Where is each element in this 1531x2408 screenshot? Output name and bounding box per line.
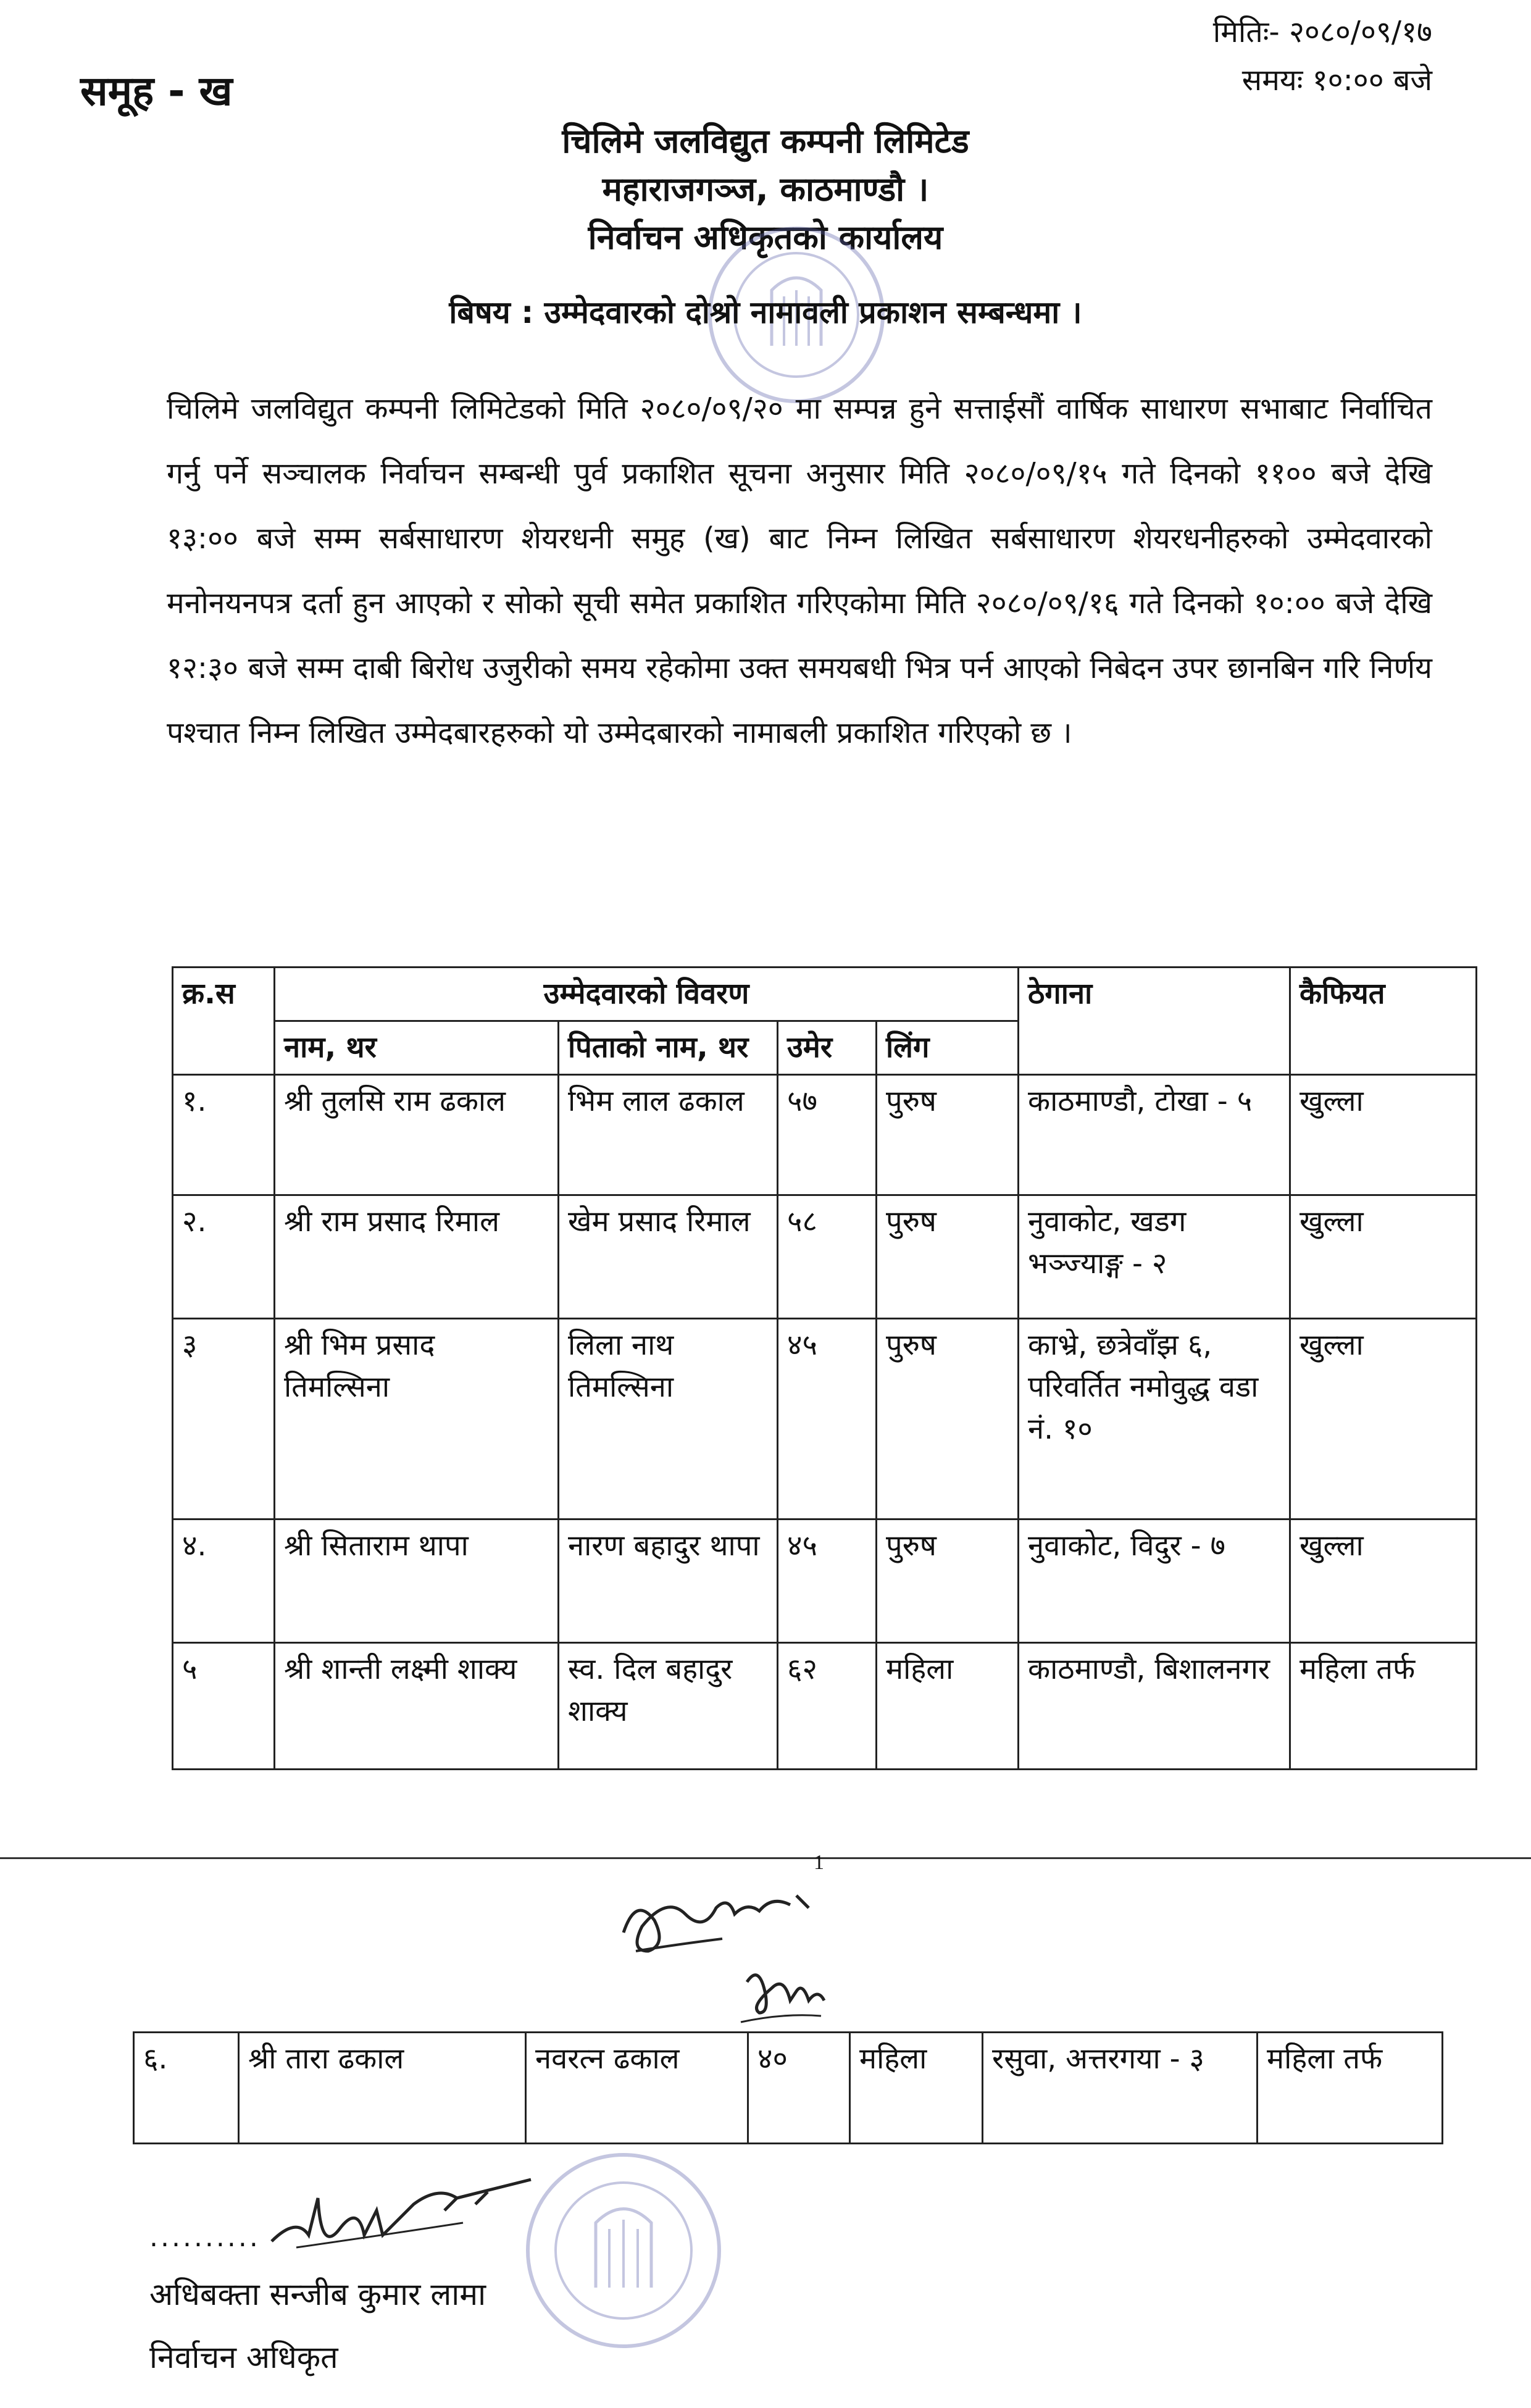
cell-age: ५८ — [778, 1195, 877, 1319]
company-seal-icon — [522, 2149, 725, 2352]
time-line: समयः १०:०० बजे — [1241, 63, 1432, 98]
table-row — [173, 1520, 1477, 1643]
cell-father: भिम लाल ढकाल — [559, 1075, 778, 1195]
table-row — [173, 1195, 1477, 1319]
cell-gender: पुरुष — [877, 1195, 1019, 1319]
group-label: समूह - ख — [80, 67, 233, 115]
cell-remarks: महिला तर्फ — [1290, 1643, 1477, 1770]
date-line: मितिः- २०८०/०९/१७ — [1212, 15, 1432, 49]
candidate-table-continued — [133, 2031, 1443, 2144]
cell-remarks: खुल्ला — [1290, 1075, 1477, 1195]
header-father: पिताको नाम, थर — [559, 1021, 778, 1075]
signature-line: .......... — [149, 2222, 261, 2253]
cell-sn: ३ — [173, 1319, 275, 1520]
cell-remarks: खुल्ला — [1290, 1195, 1477, 1319]
officer-signature-icon — [259, 2161, 556, 2260]
cell-sn: ४. — [173, 1520, 275, 1643]
cell-name: श्री तारा ढकाल — [239, 2033, 526, 2144]
cell-name: श्री शान्ती लक्ष्मी शाक्य — [275, 1643, 559, 1770]
header-remarks: कैफियत — [1290, 968, 1477, 1075]
cell-gender: महिला — [850, 2033, 983, 2144]
cell-father: लिला नाथ तिमल्सिना — [559, 1319, 778, 1520]
signatory-name: अधिबक्ता सन्जीब कुमार लामा — [149, 2276, 486, 2312]
table-row — [173, 1075, 1477, 1195]
header-sn: क्र.स — [173, 968, 275, 1075]
cell-father: नारण बहादुर थापा — [559, 1520, 778, 1643]
cell-address: रसुवा, अत्तरगया - ३ — [983, 2033, 1258, 2144]
cell-age: ५७ — [778, 1075, 877, 1195]
cell-name: श्री भिम प्रसाद तिमल्सिना — [275, 1319, 559, 1520]
company-name: चिलिमे जलविद्युत कम्पनी लिमिटेड — [562, 122, 969, 161]
signatory-title: निर्वाचन अधिकृत — [149, 2339, 338, 2375]
notice-body: चिलिमे जलविद्युत कम्पनी लिमिटेडको मिति २०८०/०९/२० मा सम्पन्न हुने सत्ताईसौं वार्षिक साधारण सभाबाट निर्वाचित गर्नु पर्ने सञ्चालक निर्वाचन सम्बन्धी पुर्व प्रकाशित सूचना अनुसार मिति २०८०/०९/१५ गते दिनको ११०० बजे देखि १३:०० बजे सम्म सर्बसाधारण शेयरधनी समुह (ख) बाट निम्न लिखित सर्बसाधारण शेयरधनीहरुको उम्मेदवारको मनोनयनपत्र दर्ता हुन आएको र सोको सूची समेत प्रकाशित गरिएकोमा मिति २०८०/०९/१६ गते दिनको १०:०० बजे देखि १२:३० बजे सम्म दाबी बिरोध उजुरीको समय रहेकोमा उक्त समयबधी भित्र पर्न आएको निबेदन उपर छानबिन गरि निर्णय पश्चात निम्न लिखित उम्मेदबारहरुको यो उम्मेदबारको नामाबली प्रकाशित गरिएको छ । — [167, 391, 1432, 750]
cell-gender: पुरुष — [877, 1520, 1019, 1643]
cell-age: ६२ — [778, 1643, 877, 1770]
cell-gender: पुरुष — [877, 1075, 1019, 1195]
cell-address: काठमाण्डौ, बिशालनगर — [1019, 1643, 1290, 1770]
cell-father: खेम प्रसाद रिमाल — [559, 1195, 778, 1319]
cell-gender: महिला — [877, 1643, 1019, 1770]
subject-line: बिषय : उम्मेदवारको दोश्रो नामावली प्रकाशन सम्बन्धमा । — [449, 295, 1082, 330]
cell-address: काठमाण्डौ, टोखा - ५ — [1019, 1075, 1290, 1195]
company-address: महाराजगञ्ज, काठमाण्डौ । — [602, 170, 929, 209]
table-header-row — [173, 968, 1477, 1021]
cell-address: नुवाकोट, खडग भञ्ज्याङ्ग - २ — [1019, 1195, 1290, 1319]
page-number: 1 — [814, 1851, 824, 1874]
header-age: उमेर — [778, 1021, 877, 1075]
cell-father: स्व. दिल बहादुर शाक्य — [559, 1643, 778, 1770]
header-details: उम्मेदवारको विवरण — [275, 968, 1019, 1021]
header-gender: लिंग — [877, 1021, 1019, 1075]
cell-name: श्री राम प्रसाद रिमाल — [275, 1195, 559, 1319]
header-address: ठेगाना — [1019, 968, 1290, 1075]
cell-father: नवरत्न ढकाल — [526, 2033, 748, 2144]
candidate-table — [172, 966, 1477, 1770]
cell-name: श्री सिताराम थापा — [275, 1520, 559, 1643]
cell-address: काभ्रे, छत्रेवाँझ ६, परिवर्तित नमोवुद्ध वडा नं. १० — [1019, 1319, 1290, 1520]
cell-address: नुवाकोट, विदुर - ७ — [1019, 1520, 1290, 1643]
cell-age: ४५ — [778, 1319, 877, 1520]
cell-name: श्री तुलसि राम ढकाल — [275, 1075, 559, 1195]
cell-age: ४५ — [778, 1520, 877, 1643]
cell-age: ४० — [748, 2033, 850, 2144]
cell-sn: ५ — [173, 1643, 275, 1770]
header-name: नाम, थर — [275, 1021, 559, 1075]
cell-remarks: खुल्ला — [1290, 1520, 1477, 1643]
cell-sn: १. — [173, 1075, 275, 1195]
cell-sn: २. — [173, 1195, 275, 1319]
table-row — [173, 1643, 1477, 1770]
table-row — [173, 1319, 1477, 1520]
cell-sn: ६. — [134, 2033, 239, 2144]
cell-remarks: खुल्ला — [1290, 1319, 1477, 1520]
table-row — [134, 2033, 1443, 2144]
cell-gender: पुरुष — [877, 1319, 1019, 1520]
office-name: निर्वाचन अधिकृतको कार्यालय — [588, 218, 943, 257]
cell-remarks: महिला तर्फ — [1258, 2033, 1443, 2144]
handwritten-signature-icon — [611, 1858, 833, 2044]
